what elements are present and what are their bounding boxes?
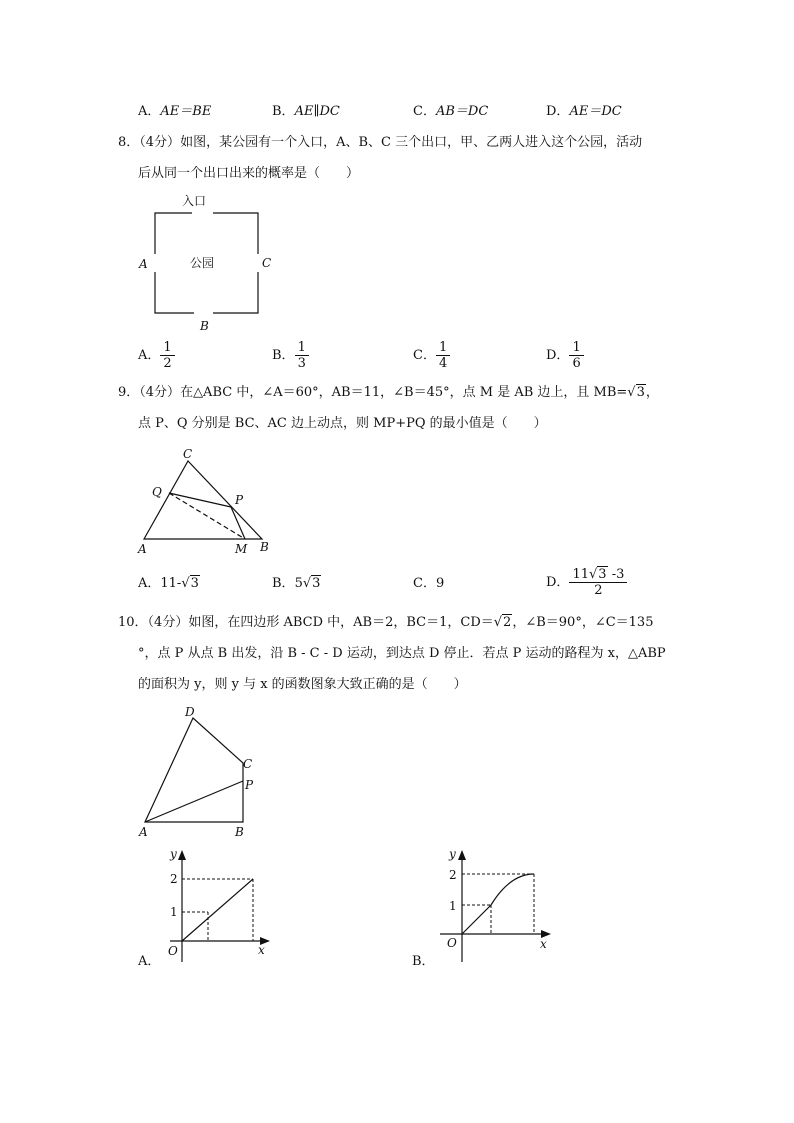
- q8-option-a[interactable]: A． $\frac{1}{2}$: [138, 340, 175, 371]
- q9-label-q: Q: [152, 485, 162, 499]
- q10-label-c: C: [243, 757, 253, 771]
- q9-label-a: A: [138, 542, 147, 556]
- graph-b-curve: [462, 874, 534, 934]
- q9-label-m: M: [235, 542, 248, 556]
- graph-b-tick-1: 1: [449, 899, 457, 913]
- q10-line1: 10．（4分）如图，在四边形 ABCD 中，AB＝2，BC＝1，CD＝√2，∠B＝90°，∠C＝135: [118, 615, 654, 630]
- q7-option-b[interactable]: B．AE∥DC: [272, 104, 340, 119]
- graph-b-y-arrow: [458, 850, 466, 860]
- q9-option-b[interactable]: B．5√3: [272, 576, 321, 591]
- q9-label-b: B: [260, 540, 269, 554]
- graph-a-y-label: y: [170, 847, 177, 861]
- q9-line2: 点 P、Q 分别是 BC、AC 边上动点，则 MP+PQ 的最小值是（ ）: [138, 416, 547, 431]
- graph-a-origin: O: [168, 944, 178, 958]
- q10-label-a: A: [139, 825, 148, 839]
- q9-option-d[interactable]: D． $\frac{11√3 -3}{2}$: [546, 567, 627, 598]
- q7-option-a[interactable]: A．AE＝BE: [138, 104, 212, 119]
- q10-label-b: B: [235, 825, 244, 839]
- q8-entrance-label: 入口: [182, 194, 207, 208]
- q10-line3: 的面积为 y，则 y 与 x 的函数图象大致正确的是（ ）: [138, 677, 467, 692]
- graph-a-x-label: x: [258, 943, 265, 957]
- q9-line1: 9．（4分）在△ABC 中，∠A＝60°，AB＝11，∠B＝45°，点 M 是 AB 边上，且 MB=√3，: [118, 385, 659, 400]
- q7-option-d[interactable]: D．AE＝DC: [546, 104, 622, 119]
- graph-b-y-label: y: [449, 847, 456, 861]
- q9-label-p: P: [235, 493, 244, 507]
- q7-option-c[interactable]: C．AB＝DC: [413, 104, 489, 119]
- q8-line1: 8．（4分）如图，某公园有一个入口，A、B、C 三个出口，甲、乙两人进入这个公园，活动: [118, 135, 643, 150]
- q10-label-d: D: [185, 705, 195, 719]
- q8-exit-a: A: [139, 257, 148, 271]
- q8-option-c[interactable]: C． $\frac{1}{4}$: [413, 340, 450, 371]
- q10-option-a[interactable]: A．: [138, 954, 161, 969]
- q8-option-b[interactable]: B． $\frac{1}{3}$: [272, 340, 309, 371]
- q8-park-label: 公园: [190, 256, 215, 270]
- q9-option-c[interactable]: C．9: [413, 576, 445, 591]
- graph-b-x-label: x: [540, 937, 547, 951]
- q10-line2: °，点 P 从点 B 出发，沿 B - C - D 运动，到达点 D 停止．若点 P 运动的路程为 x，△ABP: [138, 646, 666, 661]
- q8-exit-c: C: [262, 256, 272, 270]
- q10-option-b[interactable]: B．: [412, 954, 435, 969]
- q9-option-a[interactable]: A．11-√3: [138, 576, 199, 591]
- graph-b-tick-2: 2: [449, 868, 457, 882]
- graph-a-tick-2: 2: [170, 872, 178, 886]
- q8-exit-b: B: [200, 319, 209, 333]
- graph-a-tick-1: 1: [170, 905, 178, 919]
- graph-b-origin: O: [447, 936, 457, 950]
- q8-option-d[interactable]: D． $\frac{1}{6}$: [546, 340, 584, 371]
- q8-line2: 后从同一个出口出来的概率是（ ）: [138, 166, 360, 181]
- q10-label-p: P: [245, 778, 254, 792]
- q9-label-c: C: [183, 447, 193, 461]
